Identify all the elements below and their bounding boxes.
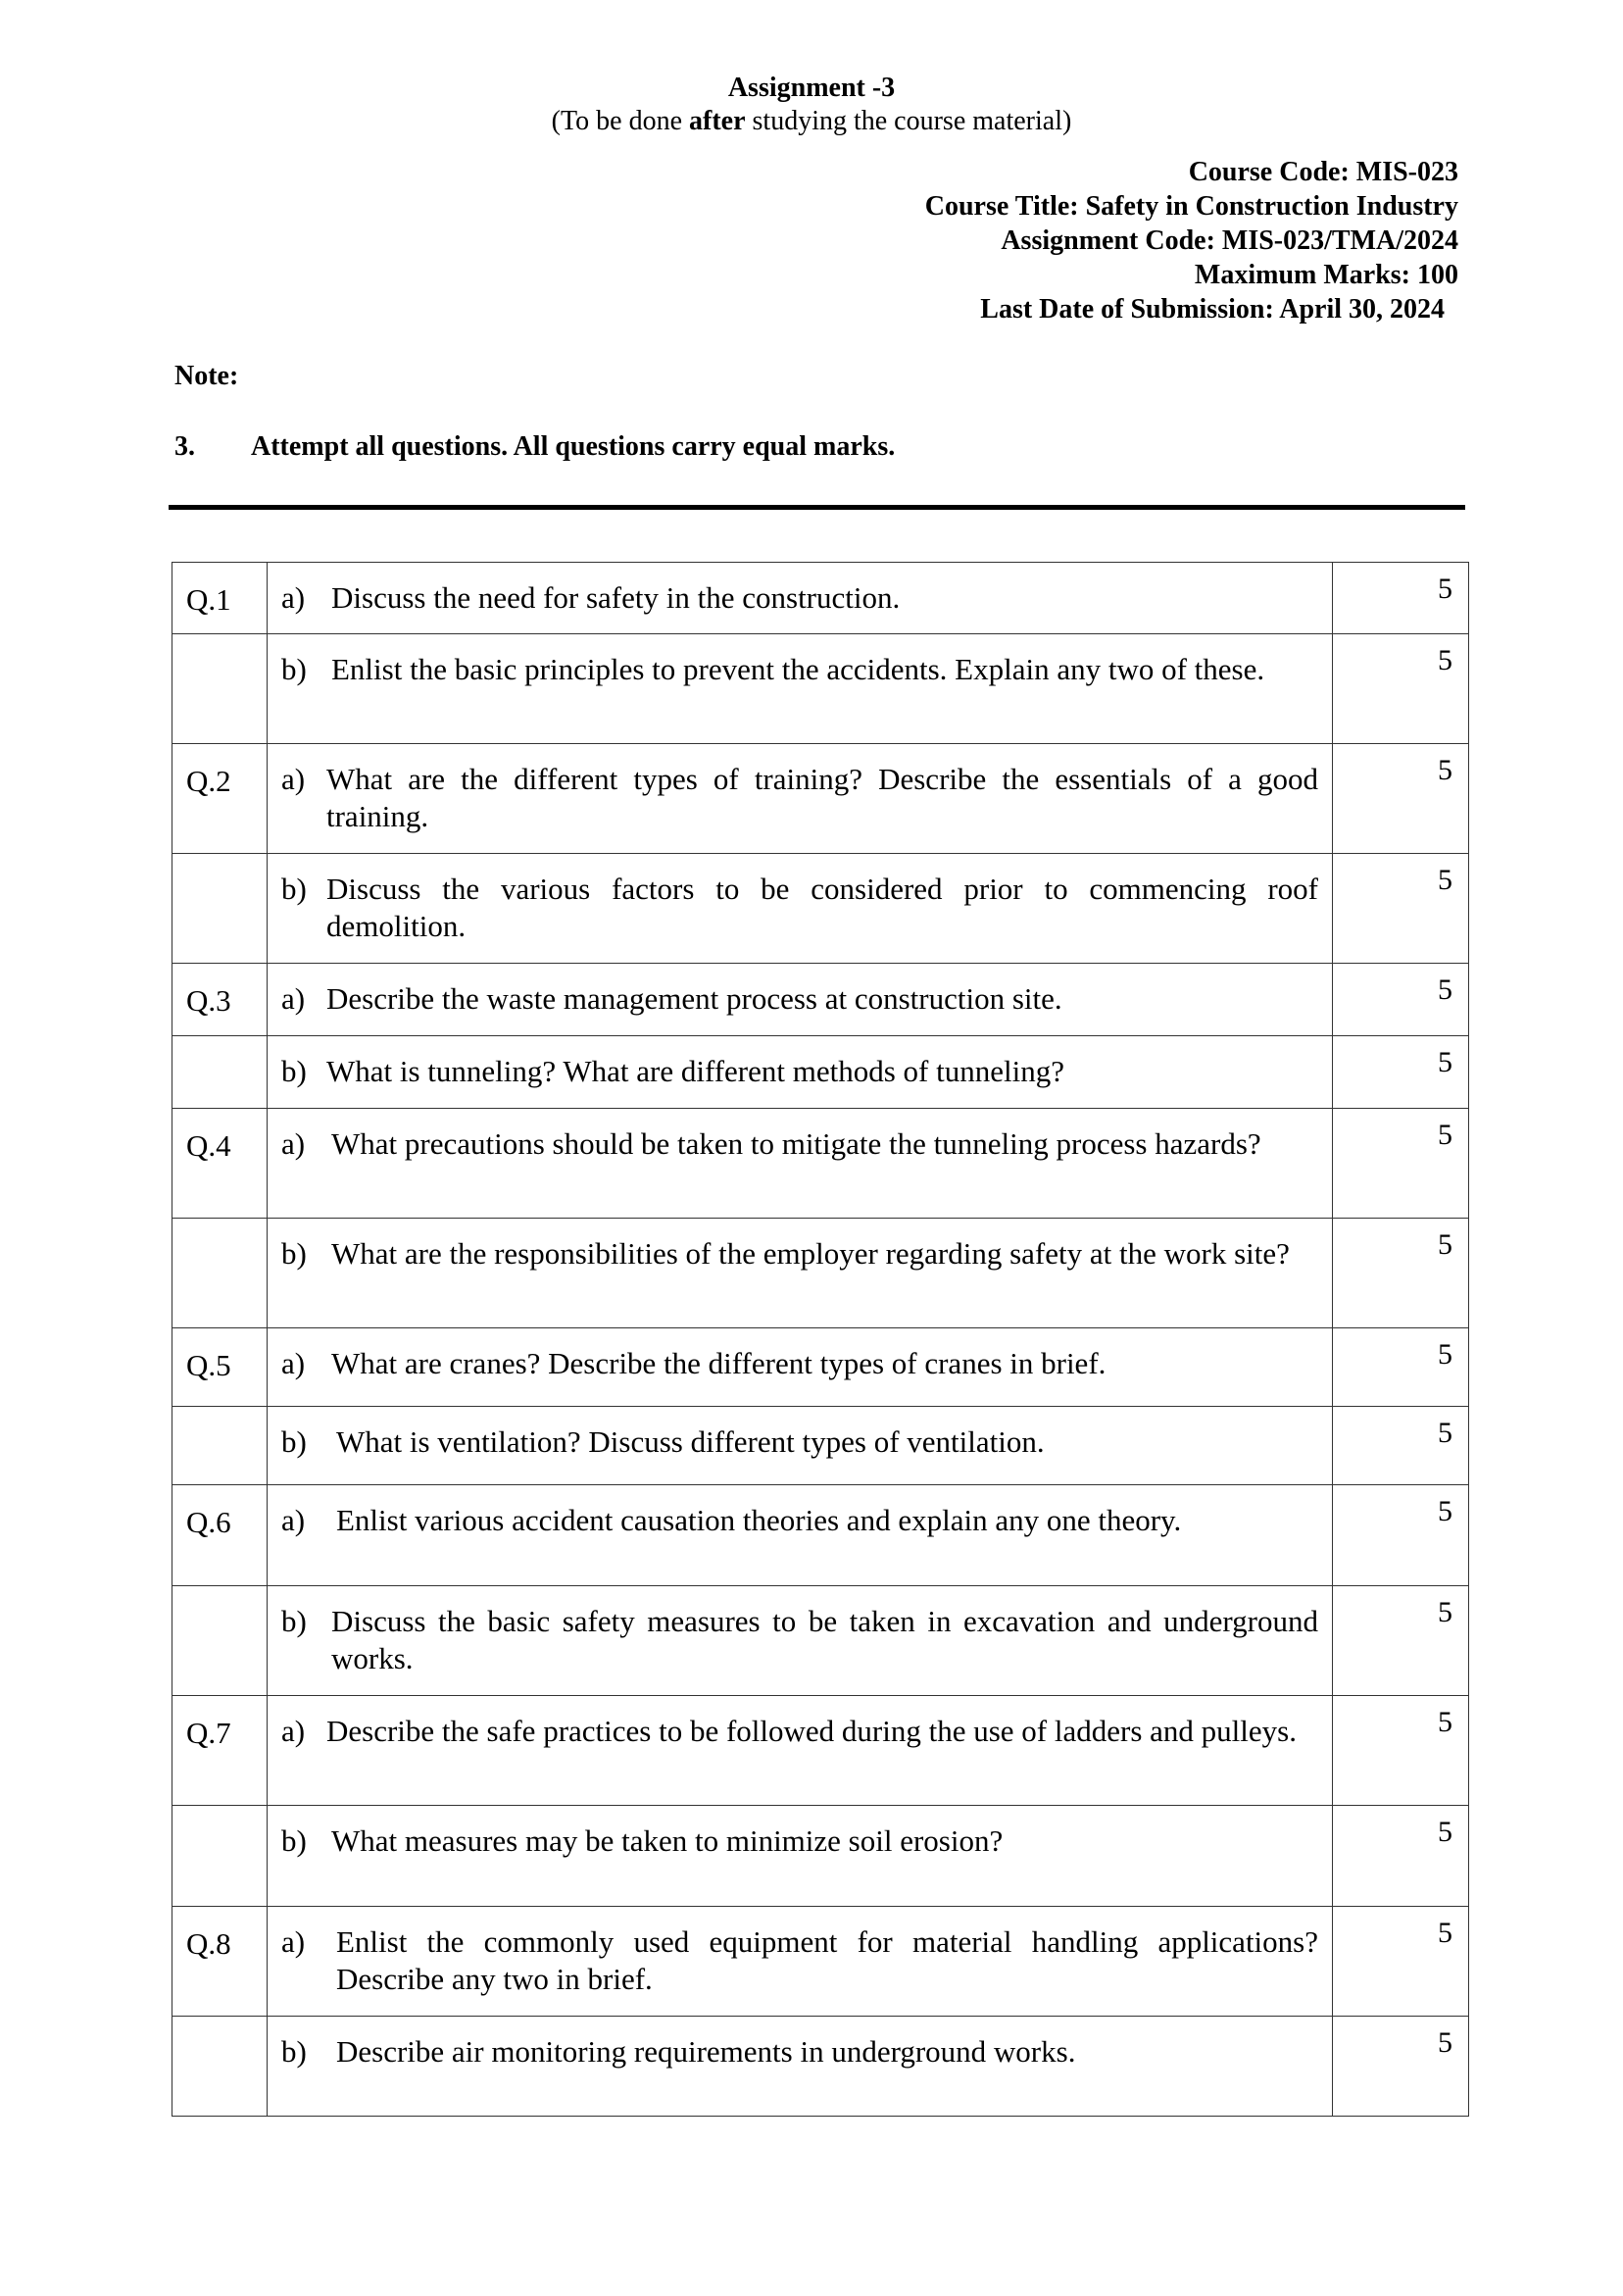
question-part: [281, 1423, 1318, 1461]
questions-table: [172, 562, 1469, 2117]
question-part: [281, 980, 1318, 1018]
question-part: [281, 871, 1318, 945]
question-cell: [268, 1328, 1333, 1407]
question-number: Q.1: [172, 563, 268, 634]
question-row: [172, 854, 1469, 964]
question-text: What are cranes? Describe the different types of cranes in brief.: [331, 1346, 1107, 1380]
part-label: a): [281, 762, 306, 796]
question-row: [172, 1407, 1469, 1485]
marks-cell: 5: [1333, 964, 1469, 1036]
part-label: a): [281, 1503, 306, 1537]
question-row: [172, 1109, 1469, 1219]
question-number: [172, 1586, 268, 1696]
part-label: b): [281, 2034, 307, 2069]
question-text: Describe air monitoring requirements in underground works.: [336, 2034, 1076, 2069]
question-part: [281, 1345, 1318, 1382]
question-cell: [268, 1806, 1333, 1907]
question-part: [281, 1923, 1318, 1998]
question-part: [281, 2033, 1318, 2071]
question-number: Q.7: [172, 1696, 268, 1806]
part-label: a): [281, 981, 306, 1016]
note-label: Note:: [174, 361, 239, 391]
question-part: [281, 651, 1318, 688]
marks-cell: 5: [1333, 1328, 1469, 1407]
question-part: [281, 1502, 1318, 1539]
question-number: [172, 1036, 268, 1109]
question-row: [172, 1907, 1469, 2017]
question-cell: [268, 744, 1333, 854]
question-cell: [268, 563, 1333, 634]
part-label: a): [281, 1346, 306, 1380]
instruction-number: 3.: [174, 431, 195, 462]
question-cell: [268, 1485, 1333, 1586]
question-part: [281, 1713, 1318, 1750]
question-number: [172, 2017, 268, 2117]
question-cell: [268, 1696, 1333, 1806]
question-text: Describe the safe practices to be followed during the use of ladders and pulleys.: [326, 1714, 1297, 1748]
subtitle-prefix: (To be done: [551, 106, 689, 136]
question-row: [172, 1485, 1469, 1586]
marks-cell: 5: [1333, 854, 1469, 964]
assignment-title: Assignment -3: [727, 73, 896, 103]
question-text: Enlist the commonly used equipment for material handling applications? Describe any two in brief.: [336, 1924, 1318, 1996]
question-number: Q.4: [172, 1109, 268, 1219]
question-part: [281, 1603, 1318, 1677]
marks-cell: 5: [1333, 1036, 1469, 1109]
question-text: Discuss the basic safety measures to be taken in excavation and underground works.: [331, 1604, 1318, 1675]
part-label: b): [281, 872, 307, 906]
marks-cell: 5: [1333, 1586, 1469, 1696]
question-text: Describe the waste management process at construction site.: [326, 981, 1062, 1016]
question-text: What is tunneling? What are different methods of tunneling?: [326, 1054, 1064, 1088]
question-part: [281, 761, 1318, 835]
question-text: What are the responsibilities of the employer regarding safety at the work site?: [331, 1236, 1290, 1271]
part-label: b): [281, 1604, 307, 1638]
marks-cell: 5: [1333, 744, 1469, 854]
question-row: [172, 1328, 1469, 1407]
question-text: Enlist the basic principles to prevent the accidents. Explain any two of these.: [331, 652, 1265, 686]
question-cell: [268, 2017, 1333, 2117]
question-row: [172, 563, 1469, 634]
question-row: [172, 964, 1469, 1036]
subtitle-emphasis: after: [689, 106, 746, 136]
question-number: [172, 1806, 268, 1907]
question-cell: [268, 1907, 1333, 2017]
marks-cell: 5: [1333, 1485, 1469, 1586]
marks-cell: 5: [1333, 634, 1469, 744]
part-label: a): [281, 1924, 306, 1959]
question-number: Q.8: [172, 1907, 268, 2017]
question-number: [172, 1219, 268, 1328]
question-number: Q.5: [172, 1328, 268, 1407]
question-part: [281, 1235, 1318, 1273]
maximum-marks: Maximum Marks: 100: [1194, 260, 1458, 290]
question-row: [172, 1696, 1469, 1806]
question-part: [281, 1053, 1318, 1090]
question-cell: [268, 1586, 1333, 1696]
question-row: [172, 1586, 1469, 1696]
question-cell: [268, 1219, 1333, 1328]
question-part: [281, 1125, 1318, 1163]
assignment-code: Assignment Code: MIS-023/TMA/2024: [1001, 225, 1458, 256]
question-cell: [268, 634, 1333, 744]
instruction-line: [174, 429, 895, 465]
question-text: What measures may be taken to minimize soil erosion?: [331, 1823, 1004, 1858]
marks-cell: 5: [1333, 1109, 1469, 1219]
part-label: b): [281, 1823, 307, 1858]
question-row: [172, 1806, 1469, 1907]
question-cell: [268, 1407, 1333, 1485]
course-title: Course Title: Safety in Construction Industry: [924, 191, 1458, 222]
question-row: [172, 634, 1469, 744]
part-label: b): [281, 1054, 307, 1088]
question-number: [172, 854, 268, 964]
question-cell: [268, 1036, 1333, 1109]
question-text: Discuss the various factors to be considered prior to commencing roof demolition.: [326, 872, 1318, 943]
question-number: Q.3: [172, 964, 268, 1036]
question-cell: [268, 854, 1333, 964]
question-row: [172, 2017, 1469, 2117]
horizontal-rule: [169, 505, 1465, 510]
question-text: Enlist various accident causation theories and explain any one theory.: [336, 1503, 1182, 1537]
question-part: [281, 579, 1318, 617]
question-number: Q.2: [172, 744, 268, 854]
assignment-subtitle: [0, 104, 1623, 139]
question-number: [172, 634, 268, 744]
course-code: Course Code: MIS-023: [1188, 157, 1458, 187]
question-number: Q.6: [172, 1485, 268, 1586]
part-label: b): [281, 652, 307, 686]
question-text: What is ventilation? Discuss different types of ventilation.: [336, 1424, 1045, 1459]
marks-cell: 5: [1333, 1696, 1469, 1806]
last-date-of-submission: Last Date of Submission: April 30, 2024: [980, 294, 1445, 324]
question-cell: [268, 1109, 1333, 1219]
course-meta-block: [925, 155, 1458, 326]
marks-cell: 5: [1333, 563, 1469, 634]
marks-cell: 5: [1333, 1219, 1469, 1328]
marks-cell: 5: [1333, 2017, 1469, 2117]
question-part: [281, 1822, 1318, 1860]
question-text: What precautions should be taken to mitigate the tunneling process hazards?: [331, 1126, 1261, 1161]
part-label: b): [281, 1424, 307, 1459]
question-cell: [268, 964, 1333, 1036]
question-text: What are the different types of training? Describe the essentials of a good training.: [326, 762, 1318, 833]
question-row: [172, 1219, 1469, 1328]
part-label: b): [281, 1236, 307, 1271]
marks-cell: 5: [1333, 1907, 1469, 2017]
part-label: a): [281, 580, 306, 615]
part-label: a): [281, 1126, 306, 1161]
marks-cell: 5: [1333, 1407, 1469, 1485]
subtitle-suffix: studying the course material): [745, 106, 1072, 136]
instruction-text: Attempt all questions. All questions carry equal marks.: [251, 431, 896, 462]
question-text: Discuss the need for safety in the construction.: [331, 580, 901, 615]
question-row: [172, 1036, 1469, 1109]
question-number: [172, 1407, 268, 1485]
questions-table-body: [172, 563, 1469, 2117]
part-label: a): [281, 1714, 306, 1748]
question-row: [172, 744, 1469, 854]
marks-cell: 5: [1333, 1806, 1469, 1907]
